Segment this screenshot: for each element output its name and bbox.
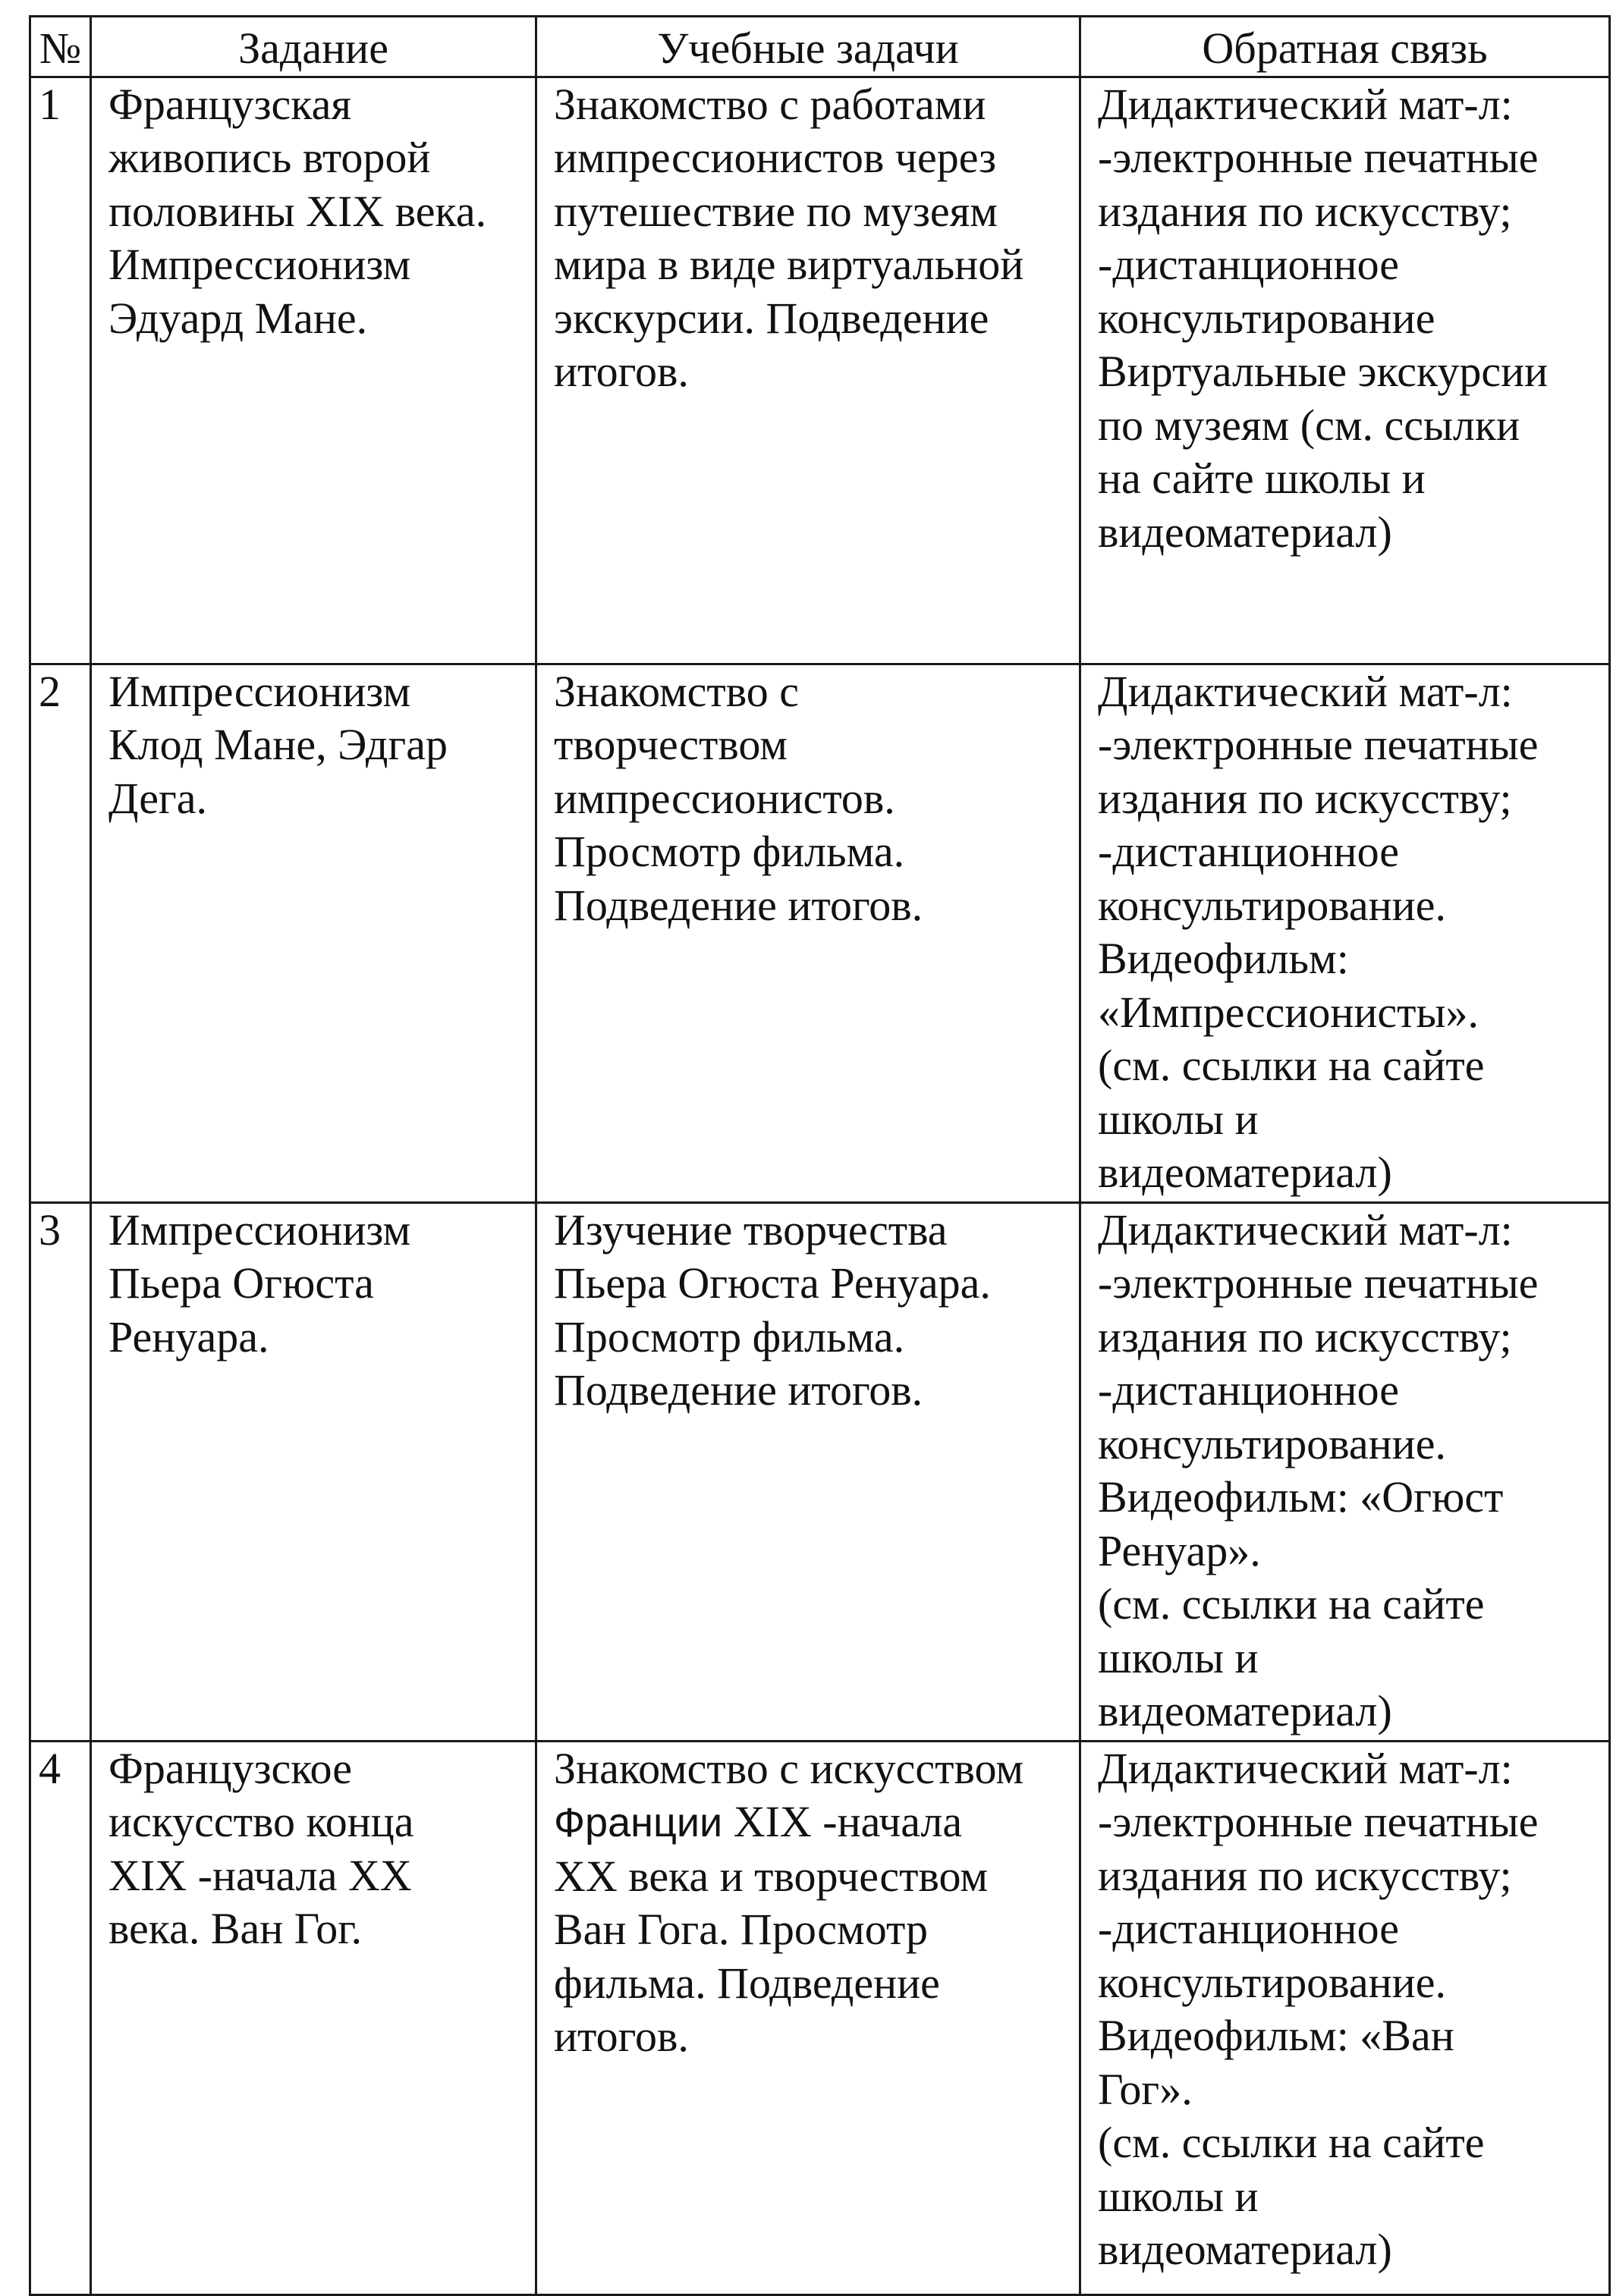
cell-line: (см. ссылки на сайте: [1098, 1579, 1485, 1629]
row-number: 2: [30, 664, 91, 1202]
cell-line: [554, 1795, 1070, 1850]
cell-line: Ван Гога. Просмотр: [554, 1905, 928, 1954]
cell-line: Эдуард Мане.: [108, 293, 368, 343]
cell-line: -дистанционное: [1098, 1365, 1400, 1415]
row-number: 1: [30, 77, 91, 664]
cell-line: издания по искусству;: [1098, 186, 1512, 236]
header-feedback: Обратная связь: [1080, 17, 1610, 77]
row-number: 3: [30, 1202, 91, 1741]
feedback-cell: [1080, 664, 1610, 1202]
cell-line: видеоматериал): [1098, 1686, 1392, 1735]
cell-line: импрессионистов.: [554, 773, 895, 823]
table-row: [30, 77, 1610, 664]
cell-line: искусство конца: [108, 1797, 414, 1846]
cell-line: Подведение итогов.: [554, 880, 923, 930]
cell-line: -электронные печатные: [1098, 133, 1539, 182]
cell-line: Импрессионизм: [108, 1205, 411, 1255]
cell-line: -электронные печатные: [1098, 1797, 1539, 1846]
cell-line: живопись второй: [108, 133, 431, 182]
table-row: [30, 1741, 1610, 2294]
task-cell: [91, 1202, 536, 1741]
cell-line: Гог».: [1098, 2064, 1193, 2114]
cell-line: видеоматериал): [1098, 507, 1392, 557]
cell-line: консультирование.: [1098, 1418, 1446, 1468]
cell-line: -электронные печатные: [1098, 1258, 1539, 1308]
cell-line: итогов.: [554, 2012, 689, 2061]
goals-cell: [536, 1741, 1080, 2294]
cell-line: Французское: [108, 1743, 352, 1793]
cell-line: половины XIX века.: [108, 186, 487, 236]
cell-line: -дистанционное: [1098, 827, 1400, 876]
goals-cell: [536, 664, 1080, 1202]
row-number: 4: [30, 1741, 91, 2294]
feedback-cell: [1080, 1741, 1610, 2294]
cell-line: Просмотр фильма.: [554, 827, 905, 876]
cell-line: экскурсии. Подведение: [554, 293, 989, 343]
cell-line: школы и: [1098, 1632, 1259, 1682]
task-cell: [91, 664, 536, 1202]
cell-line: -дистанционное: [1098, 240, 1400, 289]
cell-line: -дистанционное: [1098, 1904, 1400, 1953]
cell-line: путешествие по музеям: [554, 186, 998, 236]
cell-line: Дидактический мат-л:: [1098, 666, 1513, 716]
cell-line: Французская: [108, 79, 352, 129]
table-row: [30, 664, 1610, 1202]
cell-line: школы и: [1098, 2171, 1259, 2221]
header-goals: Учебные задачи: [536, 17, 1080, 77]
cell-line: Пьера Огюста Ренуара.: [554, 1258, 991, 1308]
cell-line: «Импрессионисты».: [1098, 987, 1479, 1037]
cell-line: Виртуальные экскурсии: [1098, 347, 1549, 396]
cell-line: Пьера Огюста: [108, 1258, 374, 1308]
cell-line: творчеством: [554, 720, 788, 769]
cell-line: Знакомство с работами: [554, 79, 986, 129]
cell-line: видеоматериал): [1098, 2225, 1392, 2274]
cell-line: консультирование.: [1098, 1957, 1446, 2007]
cell-line: на сайте школы и: [1098, 454, 1426, 503]
cell-line: (см. ссылки на сайте: [1098, 1041, 1485, 1090]
task-cell: [91, 77, 536, 664]
cell-line: Импрессионизм: [108, 240, 411, 289]
cell-line: Импрессионизм: [108, 666, 411, 716]
task-cell: [91, 1741, 536, 2294]
cell-line: XX века и творчеством: [554, 1851, 989, 1901]
cell-line: -электронные печатные: [1098, 720, 1539, 769]
header-number: №: [30, 17, 91, 77]
feedback-cell: [1080, 77, 1610, 664]
cell-line: века. Ван Гог.: [108, 1904, 362, 1953]
cell-line: Знакомство с: [554, 666, 799, 716]
cell-line: Знакомство с искусством: [554, 1743, 1024, 1793]
cell-line: фильма. Подведение: [554, 1958, 940, 2008]
goals-cell: [536, 77, 1080, 664]
header-row: [30, 17, 1610, 77]
cell-line: Видеофильм: «Ван: [1098, 2011, 1454, 2060]
table-row: [30, 1202, 1610, 1741]
cell-line: Видеофильм: «Огюст: [1098, 1472, 1504, 1522]
cell-line: консультирование.: [1098, 880, 1446, 930]
cell-line: Дидактический мат-л:: [1098, 79, 1513, 129]
cell-line: Ренуара.: [108, 1311, 269, 1362]
cell-line-rest: XIX -начала: [722, 1797, 963, 1846]
cell-line: Дега.: [108, 773, 208, 823]
lesson-plan-table: [29, 15, 1611, 2296]
cell-line: школы и: [1098, 1094, 1259, 1144]
cell-line: Видеофильм:: [1098, 934, 1349, 983]
cell-line: Клод Мане, Эдгар: [108, 720, 448, 769]
cell-line: издания по искусству;: [1098, 773, 1512, 823]
header-task: Задание: [91, 17, 536, 77]
cell-line: Дидактический мат-л:: [1098, 1205, 1513, 1255]
cell-line: Дидактический мат-л:: [1098, 1743, 1513, 1793]
sans-word: Франции: [554, 1800, 723, 1845]
cell-line: XIX -начала XX: [108, 1850, 412, 1900]
cell-line: видеоматериал): [1098, 1148, 1392, 1197]
feedback-cell: [1080, 1202, 1610, 1741]
cell-line: издания по искусству;: [1098, 1311, 1512, 1362]
cell-line: по музеям (см. ссылки: [1098, 400, 1520, 450]
cell-line: консультирование: [1098, 293, 1435, 343]
goals-cell: [536, 1202, 1080, 1741]
cell-line: итогов.: [554, 347, 689, 396]
cell-line: (см. ссылки на сайте: [1098, 2118, 1485, 2167]
cell-line: Ренуар».: [1098, 1525, 1261, 1575]
cell-line: мира в виде виртуальной: [554, 240, 1024, 289]
cell-line: импрессионистов через: [554, 133, 997, 182]
cell-line: Изучение творчества: [554, 1205, 948, 1255]
cell-line: издания по искусству;: [1098, 1850, 1512, 1900]
cell-line: Просмотр фильма.: [554, 1311, 905, 1362]
cell-line: Подведение итогов.: [554, 1365, 923, 1415]
